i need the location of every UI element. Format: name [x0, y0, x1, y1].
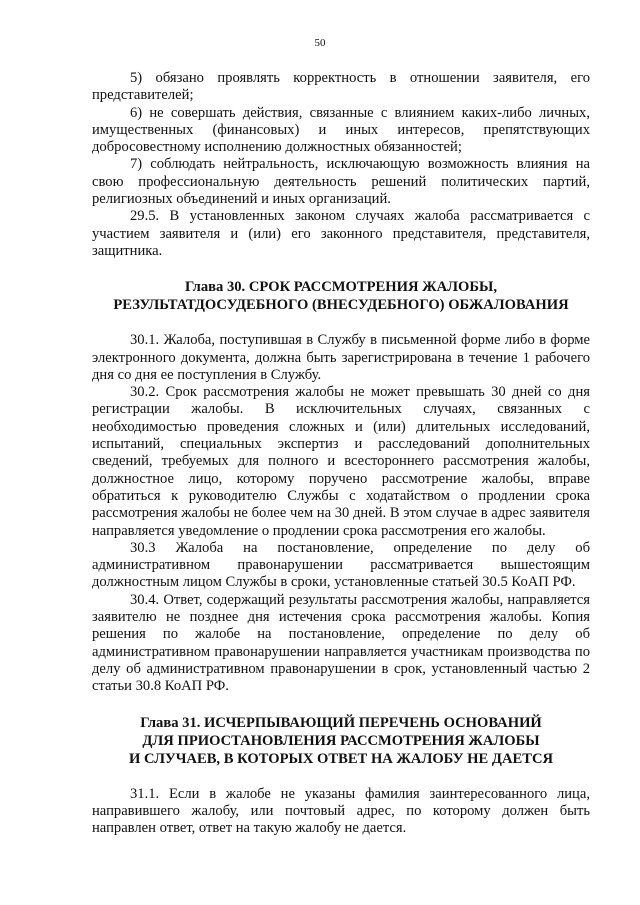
- chapter-31-title: [92, 714, 590, 768]
- chapter-31-title-line-2: ДЛЯ ПРИОСТАНОВЛЕНИЯ РАССМОТРЕНИЯ ЖАЛОБЫ: [142, 732, 540, 749]
- chapter-30-title-line-2: РЕЗУЛЬТАТДОСУДЕБНОГО (ВНЕСУДЕБНОГО) ОБЖАЛОВАНИЯ: [113, 297, 569, 314]
- paragraph-6: 6) не совершать действия, связанные с влиянием каких-либо личных, имущественных (финансовых) и иных интересов, препятствующих добросовестному исполнению должностных обязанностей;: [92, 104, 590, 156]
- chapter-30-title: [92, 278, 590, 314]
- paragraph-7: 7) соблюдать нейтральность, исключающую возможность влияния на свою профессиональную деятельность решений политических партий, религиозных объединений и иных организаций.: [92, 156, 590, 208]
- spacer: [92, 768, 590, 786]
- document-body: [92, 70, 590, 837]
- spacer: [92, 260, 590, 278]
- paragraph-29-5: 29.5. В установленных законом случаях жалоба рассматривается с участием заявителя и (или) его законного представителя, представителя, защитника.: [92, 208, 590, 259]
- spacer: [92, 696, 590, 714]
- paragraph-30-4: 30.4. Ответ, содержащий результаты рассмотрения жалобы, направляется заявителю не позднее дня истечения срока рассмотрения жалобы. Копия решения по жалобе на постановление, определение по делу об административном правонарушении направляется участникам производства по делу об административном правонарушении в срок, установленный частью 2 статьи 30.8 КоАП РФ.: [92, 591, 590, 695]
- paragraph-30-1: 30.1. Жалоба, поступившая в Службу в письменной форме либо в форме электронного документа, должна быть зарегистрирована в течение 1 рабочего дня со дня ее поступления в Службу.: [92, 332, 590, 383]
- paragraph-5: 5) обязано проявлять корректность в отношении заявителя, его представителей;: [92, 70, 590, 104]
- paragraph-30-3: 30.3 Жалоба на постановление, определение по делу об административном правонарушении рассматривается вышестоящим должностным лицом Службы в сроки, установленные статьей 30.5 КоАП РФ.: [92, 539, 590, 591]
- chapter-30-title-line-1: Глава 30. СРОК РАССМОТРЕНИЯ ЖАЛОБЫ,: [185, 279, 497, 296]
- chapter-31-title-line-3: И СЛУЧАЕВ, В КОТОРЫХ ОТВЕТ НА ЖАЛОБУ НЕ ДАЕТСЯ: [128, 750, 554, 767]
- paragraph-31-1: 31.1. Если в жалобе не указаны фамилия заинтересованного лица, направившего жалобу, или почтовый адрес, по которому должен быть направлен ответ, ответ на такую жалобу не дается.: [92, 785, 590, 837]
- page-number: 50: [314, 37, 326, 49]
- paragraph-30-2: 30.2. Срок рассмотрения жалобы не может превышать 30 дней со дня регистрации жалобы. В исключительных случаях, связанных с необходимостью проведения сложных и (или) длительных исследований, испытаний, специальных экспертиз и расследований дополнительных сведений, требуемых для полного и всестороннего рассмотрения жалобы, должностное лицо, которому поручено рассмотрение жалобы, вправе обратиться к руководителю Службы с ходатайством о продлении срока рассмотрения жалобы не более чем на 30 дней. В этом случае в адрес заявителя направляется уведомление о продлении срока рассмотрения его жалобы.: [92, 384, 590, 539]
- spacer: [92, 314, 590, 332]
- chapter-31-title-line-1: Глава 31. ИСЧЕРПЫВАЮЩИЙ ПЕРЕЧЕНЬ ОСНОВАНИЙ: [140, 714, 542, 731]
